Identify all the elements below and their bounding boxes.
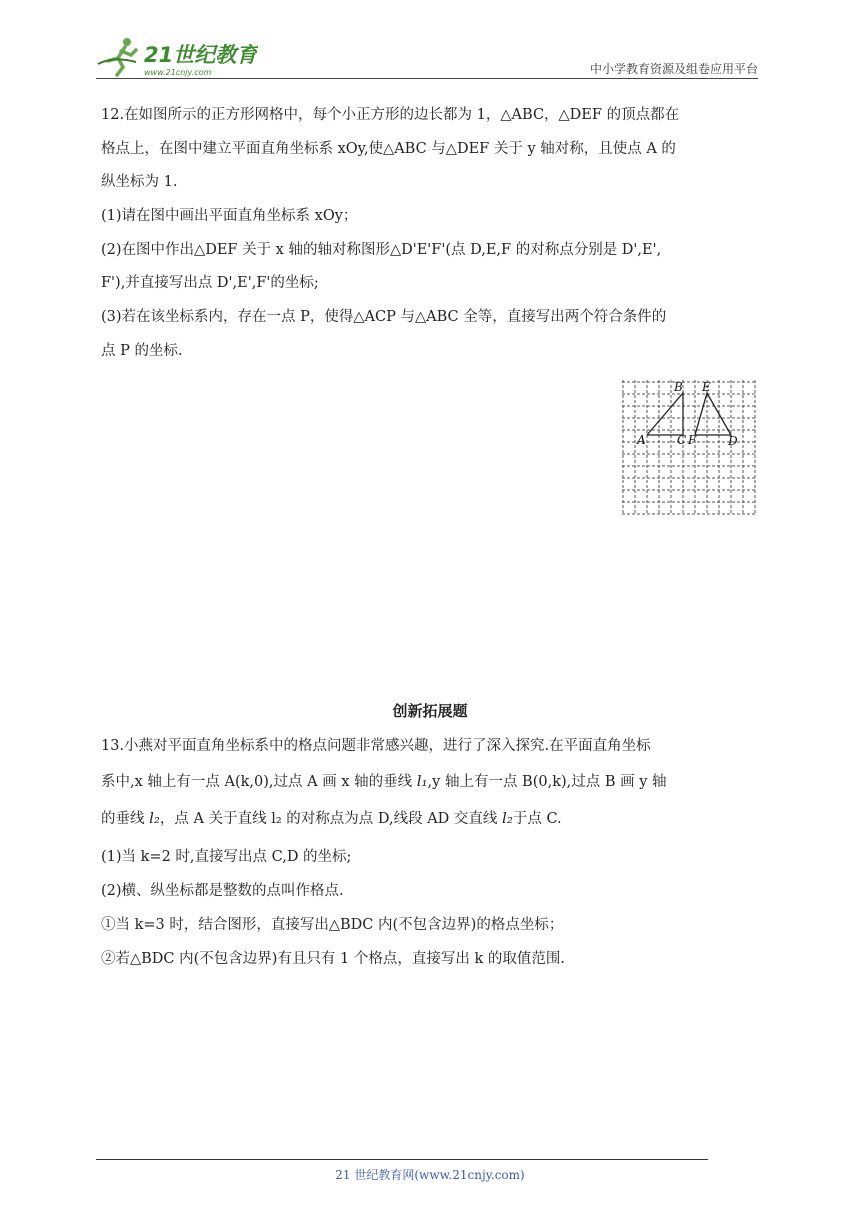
line-l2: l₂: [149, 809, 160, 827]
q13-line-3-mid: ，点 A 关于直线 l₂ 的对称点为点 D,线段 AD 交直线: [159, 811, 503, 827]
q13-line-1: 13.小燕对平面直角坐标系中的格点问题非常感兴趣，进行了深入探究.在平面直角坐标: [101, 738, 651, 754]
q12-part-2a: (2)在图中作出△DEF 关于 x 轴的轴对称图形△D'E'F'(点 D,E,F 的对称点分别是 D',E',: [101, 242, 662, 258]
footer-divider: [96, 1159, 708, 1160]
q13-line-3-post: 于点 C.: [512, 811, 562, 827]
logo-text: 21世纪教育: [144, 43, 258, 67]
label-e: E: [702, 380, 711, 394]
q12-part-3a: (3)若在该坐标系内，存在一点 P，使得△ACP 与△ABC 全等，直接写出两个符合条件的: [101, 309, 667, 325]
footer-link[interactable]: 21 世纪教育网(www.21cnjy.com): [335, 1168, 525, 1182]
q12-part-2b: F'),并直接写出点 D',E',F'的坐标;: [101, 275, 319, 291]
q13-part-1: (1)当 k=2 时,直接写出点 C,D 的坐标;: [101, 849, 352, 865]
q12-part-1: (1)请在图中画出平面直角坐标系 xOy；: [101, 208, 358, 224]
label-c: C: [677, 433, 687, 447]
q12-line-3: 纵坐标为 1.: [101, 174, 178, 190]
page-header: [96, 30, 758, 80]
q12-line-2: 格点上，在图中建立平面直角坐标系 xOy,使△ABC 与△DEF 关于 y 轴对称，且使点 A 的: [101, 141, 676, 157]
section-title: 创新拓展题: [392, 702, 468, 720]
q13-line-3-pre: 的垂线: [101, 811, 150, 827]
line-l2-b: l₂: [502, 809, 513, 827]
label-d: D: [728, 434, 738, 448]
grid-figure: [620, 378, 758, 516]
q13-sub-2: ②若△BDC 内(不包含边界)有且只有 1 个格点，直接写出 k 的取值范围.: [101, 951, 566, 967]
q13-line-3: [101, 802, 761, 836]
triangle-def: [695, 393, 731, 435]
label-b: B: [674, 380, 683, 394]
q13-part-2: (2)横、纵坐标都是整数的点叫作格点.: [101, 883, 344, 899]
triangle-abc: [647, 393, 683, 435]
line-l1: l₁: [416, 772, 428, 790]
q13-sub-1: ①当 k=3 时，结合图形，直接写出△BDC 内(不包含边界)的格点坐标；: [101, 917, 564, 933]
q12-part-3b: 点 P 的坐标.: [101, 343, 183, 359]
q13-line-2: [101, 765, 761, 799]
q12-line-1: 12.在如图所示的正方形网格中，每个小正方形的边长都为 1，△ABC，△DEF 的顶点都在: [101, 107, 680, 123]
label-a: A: [637, 433, 646, 447]
q13-line-2-post: ,y 轴上有一点 B(0,k),过点 B 画 y 轴: [427, 774, 667, 790]
header-divider: [96, 78, 758, 79]
header-platform-text: 中小学教育资源及组卷应用平台: [589, 62, 758, 76]
logo-subtext: www.21cnjy.com: [144, 68, 212, 77]
logo: [96, 34, 258, 78]
q13-line-2-pre: 系中,x 轴上有一点 A(k,0),过点 A 画 x 轴的垂线: [101, 774, 417, 790]
label-f: F: [688, 433, 697, 447]
